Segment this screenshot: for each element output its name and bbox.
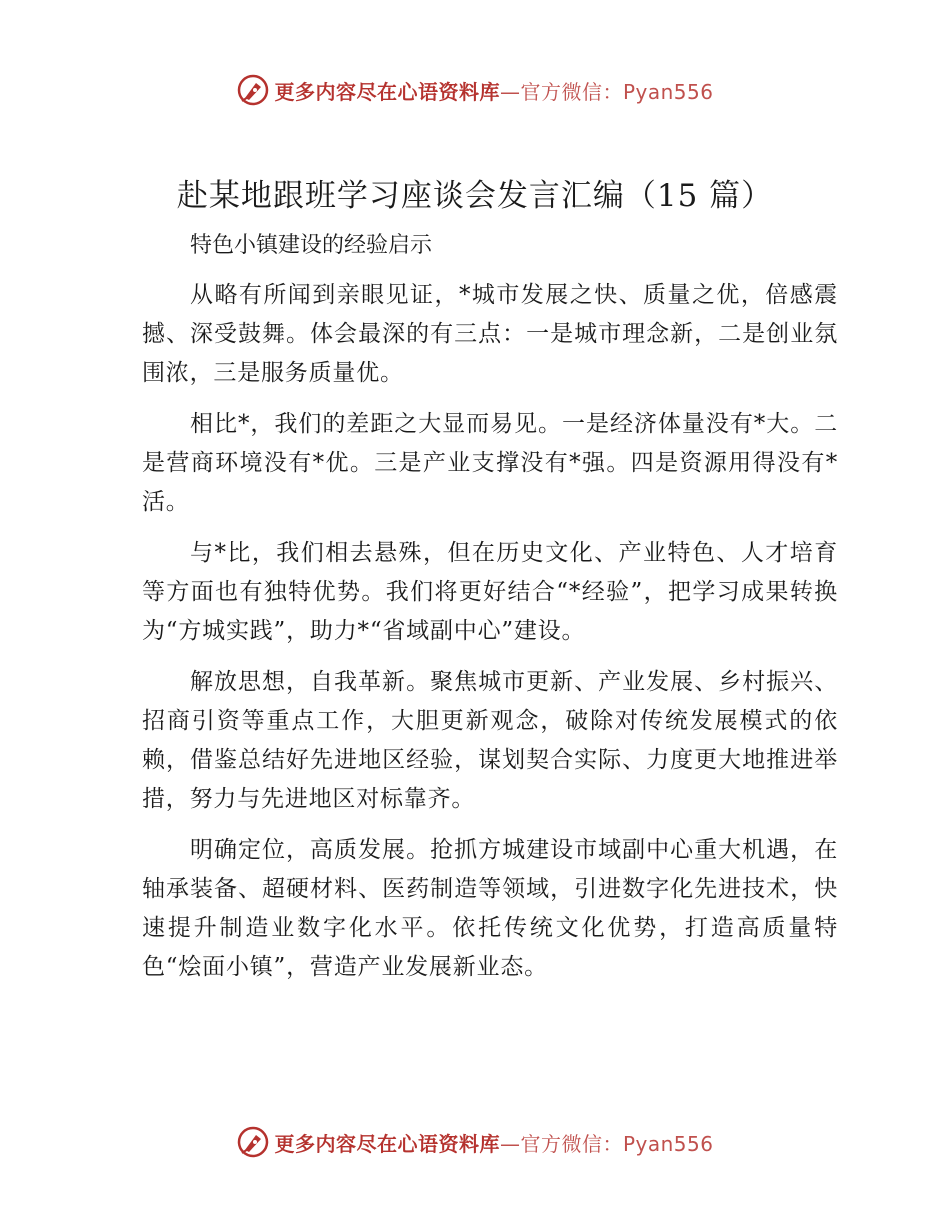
banner-contact: 官方微信：Pyan556: [520, 79, 714, 104]
paragraph: 明确定位，高质发展。抢抓方城建设市域副中心重大机遇，在轴承装备、超硬材料、医药制造等领域，引进数字化先进技术，快速提升制造业数字化水平。依托传统文化优势，打造高质量特色“烩面小镇”，营造产业发展新业态。: [142, 837, 838, 980]
header-banner: [0, 68, 950, 112]
paragraph: 相比*，我们的差距之大显而易见。一是经济体量没有*大。二是营商环境没有*优。三是产业支撑没有*强。四是资源用得没有*活。: [142, 411, 838, 515]
document-title: 赴某地跟班学习座谈会发言汇编（15 篇）: [176, 178, 774, 214]
banner-main: 更多内容尽在心语资料库: [274, 1131, 500, 1156]
banner-separator: —: [499, 79, 521, 104]
pen-nib-logo-icon: [236, 73, 270, 107]
banner-contact: 官方微信：Pyan556: [520, 1131, 714, 1156]
document-subtitle: 特色小镇建设的经验启示: [190, 233, 433, 258]
banner-text: [274, 1128, 713, 1157]
banner-main: 更多内容尽在心语资料库: [274, 79, 500, 104]
banner-text: [274, 76, 713, 105]
pen-nib-logo-icon: [236, 1125, 270, 1159]
paragraph: 从略有所闻到亲眼见证，*城市发展之快、质量之优，倍感震撼、深受鼓舞。体会最深的有三点：一是城市理念新，二是创业氛围浓，三是服务质量优。: [142, 282, 838, 386]
paragraph: 与*比，我们相去悬殊，但在历史文化、产业特色、人才培育等方面也有独特优势。我们将更好结合“*经验”，把学习成果转换为“方城实践”，助力*“省域副中心”建设。: [142, 540, 838, 644]
document-body: [142, 276, 838, 999]
paragraph: 解放思想，自我革新。聚焦城市更新、产业发展、乡村振兴、招商引资等重点工作，大胆更新观念，破除对传统发展模式的依赖，借鉴总结好先进地区经验，谋划契合实际、力度更大地推进举措，努力与先进地区对标靠齐。: [142, 669, 838, 812]
banner-separator: —: [499, 1131, 521, 1156]
footer-banner: [0, 1120, 950, 1164]
